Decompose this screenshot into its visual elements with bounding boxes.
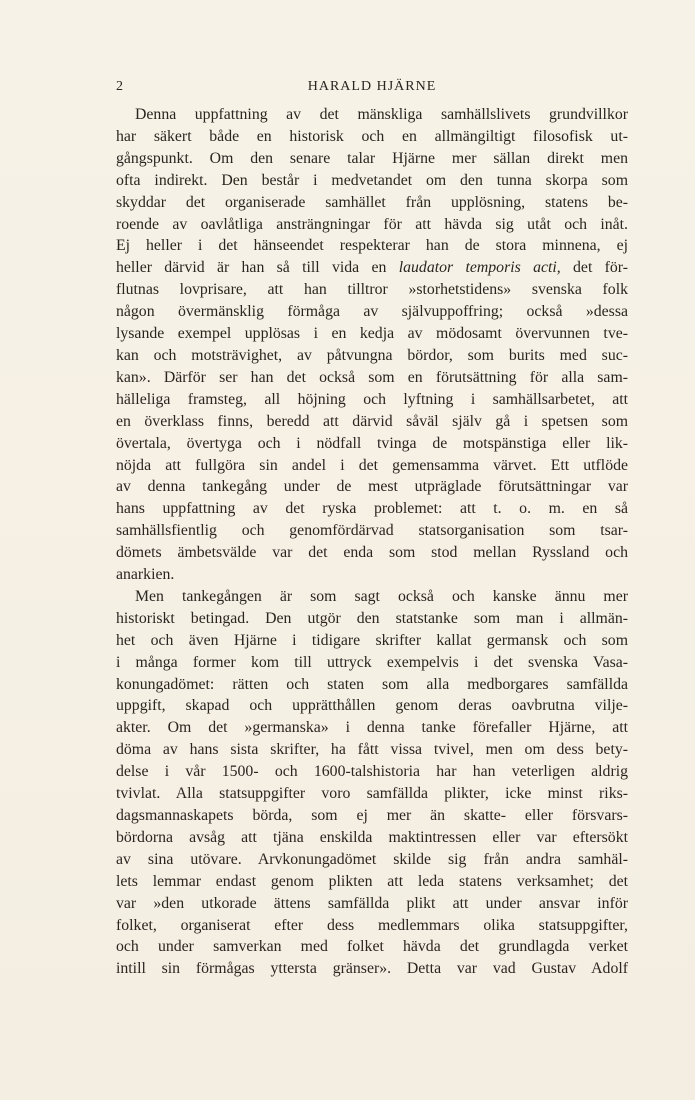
text-line: tvivlat. Alla statsuppgifter voro samfällda plikter, icke minst riks- bbox=[116, 785, 628, 803]
text-line: historiskt betingad. Den utgör den statstanke som man i allmän- bbox=[116, 609, 628, 627]
text-line: av denna tankegång under de mest utpräglade förutsättningar var bbox=[116, 478, 628, 496]
text-line: roende av oavlåtliga ansträngningar för att hävda sig utåt och inåt. bbox=[116, 215, 628, 233]
text-line: övertala, övertyga och i nödfall tvinga de motspänstiga eller lik- bbox=[116, 434, 628, 452]
text-line: bördorna avsåg att tjäna enskilda maktintressen eller var eftersökt bbox=[116, 828, 628, 846]
page-header bbox=[116, 79, 628, 99]
text-line: uppgift, skapad och upprätthållen genom deras oavbrutna vilje- bbox=[116, 697, 628, 715]
text-line: samhällsfientlig och genomfördärvad statsorganisation som tsar- bbox=[116, 522, 628, 540]
text-line: lysande exempel upplösas i en kedja av mödosamt övervunnen tve- bbox=[116, 325, 628, 343]
text-line: konungadömet: rätten och staten som alla medborgares samfällda bbox=[116, 675, 628, 693]
text-line: hälleliga framsteg, all höjning och lyftning i samhällsarbetet, att bbox=[116, 390, 628, 408]
text-line: hans uppfattning av det ryska problemet: att t. o. m. en så bbox=[116, 500, 628, 518]
text-line: av sina utövare. Arvkonungadömet skilde sig från andra samhäl- bbox=[116, 850, 628, 868]
text-line: skyddar det organiserade samhället från upplösning, statens be- bbox=[116, 193, 628, 211]
text-line: någon övermänsklig förmåga av självuppoffring; också »dessa bbox=[116, 303, 628, 321]
text-line: dömets ämbetsvälde var det enda som stod mellan Ryssland och bbox=[116, 544, 628, 562]
text-line: folket, organiserat efter dess medlemmars olika statsuppgifter, bbox=[116, 916, 628, 934]
text-line: döma av hans sista skrifter, ha fått vissa tvivel, men om dess bety- bbox=[116, 741, 628, 759]
text-line: het och även Hjärne i tidigare skrifter kallat germansk och som bbox=[116, 631, 628, 649]
text-line: kan och motsträvighet, av påtvungna bördor, som burits med suc- bbox=[116, 346, 628, 364]
text-line: anarkien. bbox=[116, 566, 175, 584]
text-line: nöjda att fullgöra sin andel i det gemensamma värvet. Ett utflöde bbox=[116, 456, 628, 474]
text-line: intill sin förmågas yttersta gränser». Detta var vad Gustav Adolf bbox=[116, 960, 628, 978]
text-line: Ej heller i det hänseendet respekterar han de stora minnena, ej bbox=[116, 237, 628, 255]
text-line: akter. Om det »germanska» i denna tanke förefaller Hjärne, att bbox=[116, 719, 628, 737]
text-line: flutnas lovprisare, att han tilltror »storhetstidens» svenska folk bbox=[116, 281, 628, 299]
text-line: gångspunkt. Om den senare talar Hjärne mer sällan direkt men bbox=[116, 149, 628, 167]
text-line: delse i vår 1500- och 1600-talshistoria har han veterligen aldrig bbox=[116, 763, 628, 781]
text-line: var »den utkorade ättens samfällda plikt att under ansvar inför bbox=[116, 894, 628, 912]
text-line: Denna uppfattning av det mänskliga samhällslivets grundvillkor bbox=[135, 106, 628, 123]
text-line: i många former kom till uttryck exempelvis i det svenska Vasa- bbox=[116, 653, 628, 671]
page-number: 2 bbox=[116, 79, 124, 94]
italic-phrase: laudator temporis acti, bbox=[398, 259, 561, 277]
text-line: och under samverkan med folket hävda det grundlagda verket bbox=[116, 938, 628, 956]
text-line bbox=[116, 257, 628, 279]
text-line: ofta indirekt. Den består i medvetandet om den tunna skorpa som bbox=[116, 171, 628, 189]
text-segment: heller därvid är han så till vida en bbox=[116, 259, 399, 277]
text-line: har säkert både en historisk och en allmängiltigt filosofisk ut- bbox=[116, 127, 628, 145]
text-line: kan». Därför ser han det också som en förutsättning för alla sam- bbox=[116, 368, 628, 386]
text-line: lets lemmar endast genom plikten att leda statens verksamhet; det bbox=[116, 872, 628, 890]
text-line: Men tankegången är som sagt också och kanske ännu mer bbox=[135, 587, 628, 605]
text-line: dagsmannaskapets börda, som ej mer än skatte- eller försvars- bbox=[116, 807, 628, 824]
body-text bbox=[116, 104, 628, 980]
text-line: en överklass finns, beredd att därvid såväl själv gå i spetsen som bbox=[116, 412, 628, 430]
running-head: HARALD HJÄRNE bbox=[307, 79, 437, 94]
text-segment: det för- bbox=[560, 259, 628, 277]
